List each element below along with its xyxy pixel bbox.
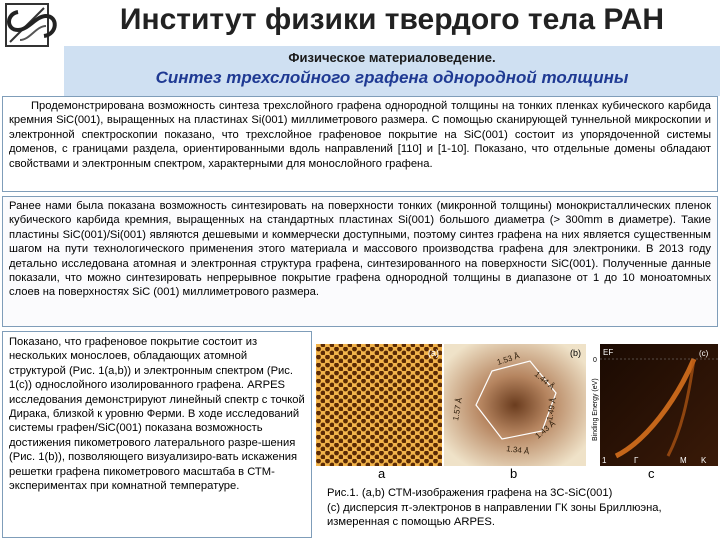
stm-image-a: [316, 344, 442, 466]
caption-line: (с) дисперсия π-электронов в направлении ГК зоны Бриллюэна,: [327, 501, 662, 514]
k-point-label: K: [701, 456, 707, 465]
panel-letter-a: a: [378, 466, 386, 481]
arpes-y-tick: 1: [602, 456, 607, 465]
results-box: [2, 331, 312, 538]
distance-label: 1.43 Å: [533, 418, 558, 441]
distance-label: 1.53 Å: [495, 351, 521, 367]
panel-a-label: (a): [428, 348, 439, 358]
header: [0, 0, 720, 46]
panel-b-label: (b): [570, 348, 581, 358]
figure-caption: [327, 486, 717, 530]
arpes-image: [600, 344, 718, 466]
distance-label: 1.57 Å: [451, 396, 464, 422]
background-box: [2, 196, 718, 327]
background-text: Ранее нами была показана возможность синтезировать на поверхности тонких (микронной толщины) монокристаллических пленок кубического карбида кремния, выращенных на стандартных пластинах Si(001) большого диаметра (> 300mm в диаметре). Такие пластины SiC(001)/Si(001) являются дешевыми и коммерчески доступными, поэтому синтез графена на них является существенным шагом на пути технологического применения этого материала и массового производства графена для электроники. В 2013 году детально исследована атомная и электронная структура графена, синтезированного на поверхности SiC(001). Полученные данные показали, что можно синтезировать непрерывное покрытие графена однородной толщины в диапазоне от 1 до 10 моноатомных слоев на поверхностях SiC (001) миллиметрового размера.: [9, 200, 711, 299]
distance-label: 1.49 Å: [545, 396, 558, 422]
summary-text: Продемонстрирована возможность синтеза трехслойного графена однородной толщины на тонких пленках кубического карбида кремния SiC(001), выращенных на пластинах Si(001) миллиметрового размера. С помощью сканирующей туннельной микроскопии и электронной спектроскопии показано, что трехслойное графеновое покрытие на SiC(001) состоит из упорядоченной системы доменов, с границами раздела, ориентированными вдоль направлений [110] и [1-10]. Показано, что отдельные домены обладают свойствами и электронным спектром, характерными для монослойного графена.: [9, 100, 711, 170]
institute-logo-icon: [0, 0, 64, 54]
caption-line: измеренная с помощью ARPES.: [327, 516, 495, 529]
k-point-label: M: [680, 456, 687, 465]
panel-letter-b: b: [510, 466, 518, 481]
arpes-y-tick: 0: [593, 357, 597, 364]
section-subtitle: Физическое материаловедение.: [288, 50, 496, 65]
distance-label: 1.44 Å: [532, 369, 557, 392]
panel-letter-c: c: [648, 466, 655, 481]
arpes-y-axis-label: Binding Energy (eV): [592, 378, 599, 441]
caption-line: Рис.1. (a,b) СТМ-изображения графена на 3C-SiC(001): [327, 487, 613, 499]
page-title: Институт физики твердого тела РАН: [119, 3, 665, 36]
k-point-label: Γ: [634, 456, 639, 465]
summary-box: [2, 96, 718, 192]
distance-label: 1.34 Å: [505, 444, 530, 457]
results-text: Показано, что графеновое покрытие состоит из нескольких монослоев, обладающих атомной структурой (Рис. 1(a,b)) и электронным спектром (Рис. 1(c)) однослойного изолированного графена. ARPES исследования демонстрируют линейный спектр с точкой Дирака, близкой к уровню Ферми. В ходе исследований системы графен/SiC(001) показана возможность достижения пикометрового латерального разре-шения (Рис. 1(b)), позволяющего визуализиро-вать искажения решетки графена пикометрового масштаба в СТМ-экспериментах при комнатной температуре.: [9, 336, 305, 493]
figure-panels: [316, 331, 718, 466]
fermi-level-label: EF: [603, 348, 614, 357]
panel-c-label: (c): [699, 349, 709, 358]
slide-heading: Синтез трехслойного графена однородной толщины: [155, 68, 629, 87]
